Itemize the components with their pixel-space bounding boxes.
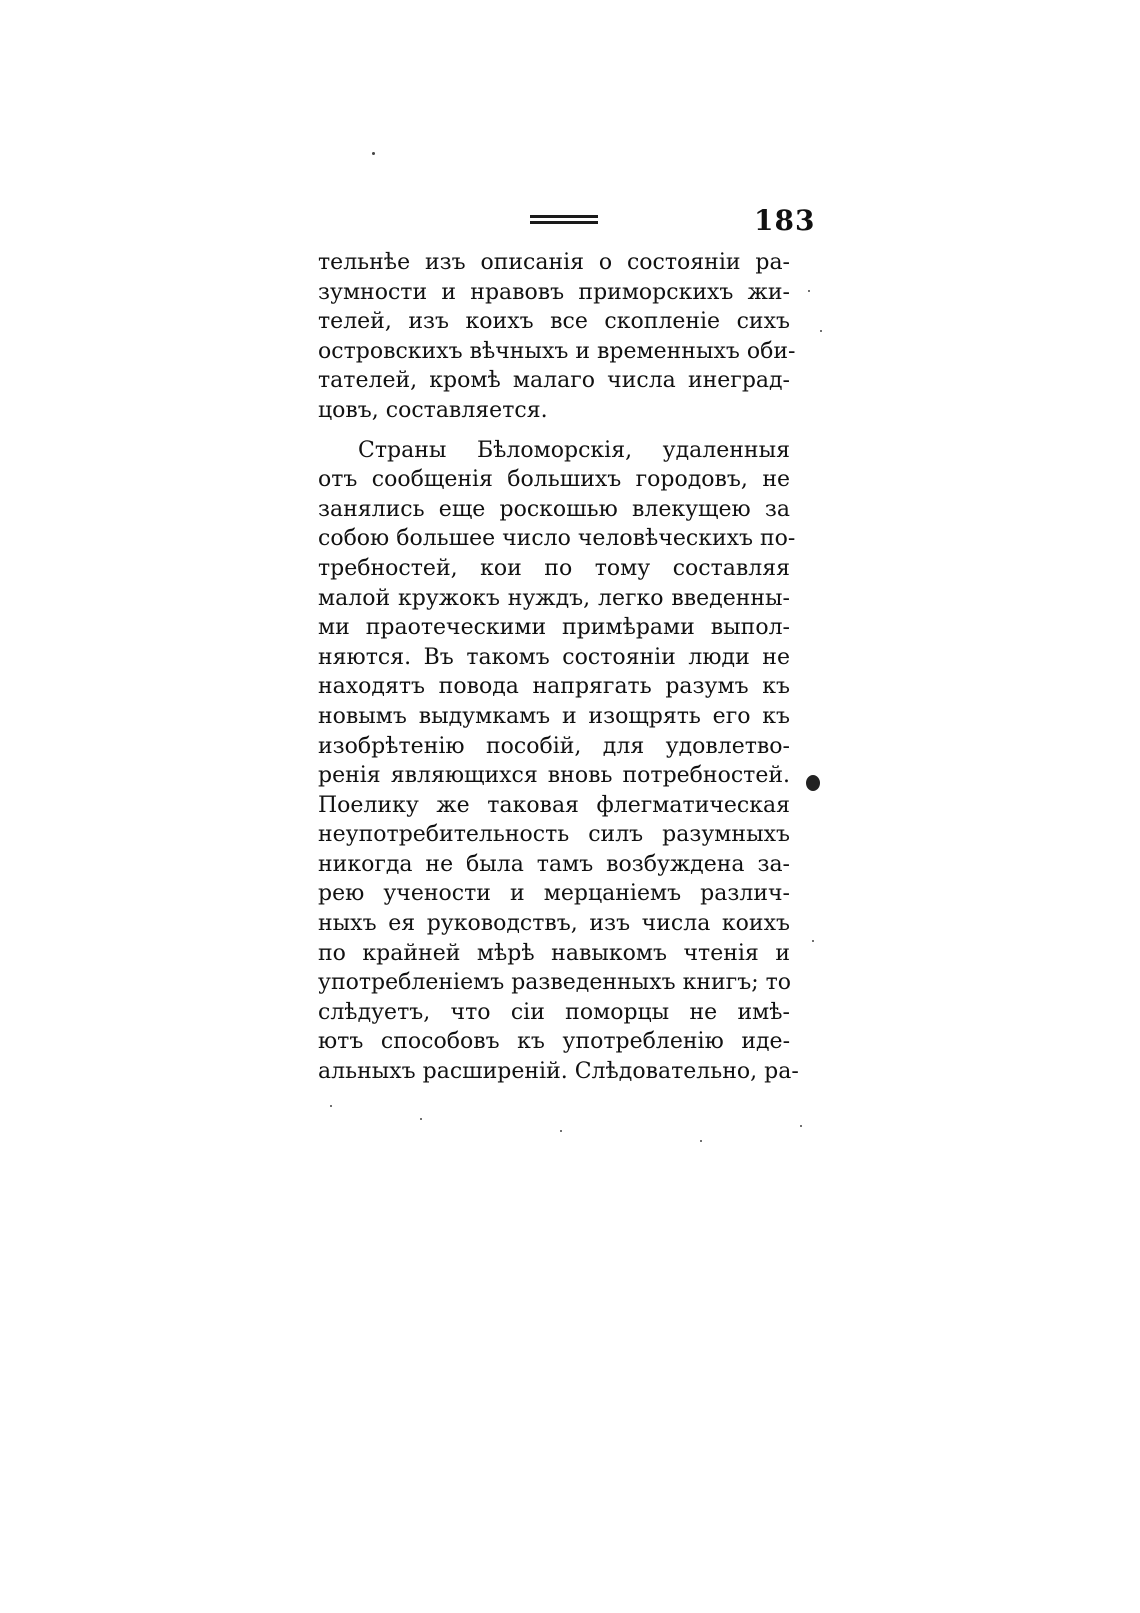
- text-line: зумности и нравовъ приморскихъ жи-: [318, 279, 790, 305]
- paragraph-1: [318, 248, 796, 426]
- text-line: по крайней мѣрѣ навыкомъ чтенія и: [318, 940, 790, 966]
- text-line: Поелику же таковая флегматическая: [318, 792, 790, 818]
- scan-speck: [820, 330, 822, 332]
- scan-speck: [800, 1125, 802, 1127]
- scan-speck: [806, 775, 820, 791]
- text-line: ми праотеческими примѣрами выпол-: [318, 615, 790, 641]
- text-line: няются. Въ такомъ состояніи люди не: [318, 644, 790, 670]
- text-line: ютъ способовъ къ употребленію иде-: [318, 1029, 790, 1055]
- text-line: требностей, кои по тому составляя: [318, 555, 790, 581]
- paragraph-gap: [318, 426, 790, 436]
- text-line: изобрѣтенію пособій, для удовлетво-: [318, 733, 790, 759]
- text-line: островскихъ вѣчныхъ и временныхъ оби-: [318, 338, 796, 364]
- text-line: Страны Бѣломорскія, удаленныя: [358, 437, 790, 463]
- scan-speck: [700, 1140, 702, 1142]
- paragraph-2: [318, 436, 799, 1087]
- text-line: тельнѣе изъ описанія о состояніи ра-: [318, 250, 790, 275]
- text-line: занялись еще роскошью влекущею за: [318, 496, 790, 522]
- text-line: собою большее число человѣческихъ по-: [318, 526, 796, 552]
- text-line: тателей, кромѣ малаго числа инеград-: [318, 368, 790, 394]
- text-line: новымъ выдумкамъ и изощрять его къ: [318, 703, 790, 729]
- text-line: никогда не была тамъ возбуждена за-: [318, 851, 790, 877]
- scan-speck: [372, 152, 375, 155]
- text-line: ныхъ ея руководствъ, изъ числа коихъ: [318, 911, 790, 937]
- text-line: неупотребительность силъ разумныхъ: [318, 822, 790, 848]
- scan-speck: [420, 1118, 422, 1120]
- header-rule: [530, 221, 598, 224]
- text-line: находятъ повода напрягать разумъ къ: [318, 674, 790, 700]
- text-line: слѣдуетъ, что сіи поморцы не имѣ-: [318, 999, 790, 1025]
- text-line: альныхъ расширеній. Слѣдовательно, ра-: [318, 1059, 799, 1085]
- scan-speck: [560, 1130, 562, 1132]
- text-line: употребленіемъ разведенныхъ книгъ; то: [318, 970, 792, 996]
- header-rule: [530, 215, 598, 218]
- body-text: [318, 248, 799, 1087]
- text-line: ренія являющихся вновь потребностей.: [318, 763, 790, 789]
- text-line: отъ сообщенія большихъ городовъ, не: [318, 467, 790, 493]
- text-line: малой кружокъ нуждъ, легко введенны-: [318, 585, 790, 611]
- scan-speck: [330, 1105, 332, 1107]
- page-number: 183: [754, 204, 816, 237]
- scan-speck: [812, 940, 814, 942]
- text-line: цовъ, составляется.: [318, 397, 548, 423]
- text-line: рею учености и мерцаніемъ различ-: [318, 881, 790, 907]
- text-line: телей, изъ коихъ все скопленіе сихъ: [318, 309, 790, 335]
- scan-speck: [808, 290, 810, 292]
